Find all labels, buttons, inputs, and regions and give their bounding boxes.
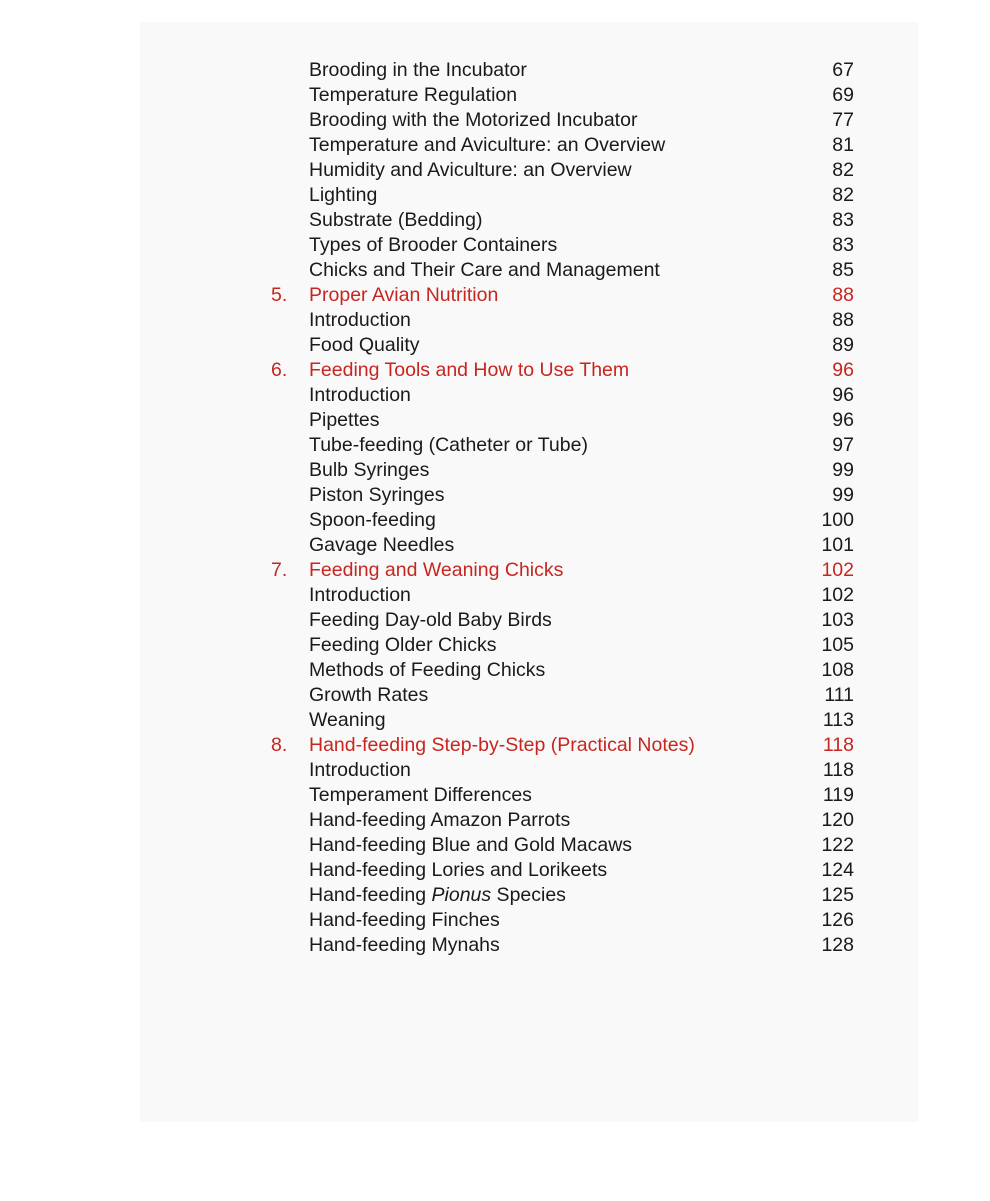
entry-page-number: 126 [821, 909, 854, 931]
entry-title: Food Quality [309, 334, 420, 356]
entry-page-number: 67 [832, 59, 854, 81]
toc-chapter-group [0, 558, 990, 733]
entry-title: Lighting [309, 184, 378, 206]
entry-title: Hand-feeding Finches [309, 909, 500, 931]
entry-title [309, 883, 566, 908]
toc-entry [0, 658, 990, 683]
entry-page-number: 88 [832, 309, 854, 331]
chapter-page-number: 102 [821, 559, 854, 581]
entry-title: Spoon-feeding [309, 509, 436, 531]
entry-title: Pipettes [309, 409, 380, 431]
toc-entry [0, 883, 990, 908]
entry-title: Types of Brooder Containers [309, 234, 558, 256]
entry-page-number: 96 [832, 409, 854, 431]
toc-entry [0, 858, 990, 883]
entry-title: Brooding in the Incubator [309, 59, 527, 81]
entry-title-part: Species [491, 884, 566, 906]
toc-entry [0, 933, 990, 958]
toc-entry [0, 83, 990, 108]
entry-title: Piston Syringes [309, 484, 445, 506]
chapter-title: Hand-feeding Step-by-Step (Practical Notes) [309, 734, 695, 756]
entry-title: Introduction [309, 584, 411, 606]
chapter-number: 7. [271, 559, 288, 581]
entry-page-number: 102 [821, 584, 854, 606]
entry-page-number: 81 [832, 134, 854, 156]
entry-title: Weaning [309, 709, 386, 731]
toc-entry [0, 183, 990, 208]
toc-entry [0, 833, 990, 858]
entry-page-number: 128 [821, 934, 854, 956]
toc-entry [0, 683, 990, 708]
chapter-page-number: 96 [832, 359, 854, 381]
entry-title: Temperature Regulation [309, 84, 518, 106]
table-of-contents [0, 58, 990, 958]
entry-page-number: 82 [832, 159, 854, 181]
entry-title: Feeding Older Chicks [309, 634, 497, 656]
entry-title: Hand-feeding Amazon Parrots [309, 809, 571, 831]
entry-title: Temperament Differences [309, 784, 532, 806]
entry-title: Introduction [309, 759, 411, 781]
toc-chapter-heading [0, 558, 990, 583]
entry-page-number: 108 [821, 659, 854, 681]
toc-entry [0, 908, 990, 933]
toc-entry [0, 408, 990, 433]
toc-chapter-heading [0, 283, 990, 308]
entry-page-number: 105 [821, 634, 854, 656]
entry-title: Hand-feeding Lories and Lorikeets [309, 859, 608, 881]
entry-title: Hand-feeding Mynahs [309, 934, 500, 956]
chapter-page-number: 118 [822, 734, 854, 756]
entry-page-number: 83 [832, 234, 854, 256]
entry-title: Bulb Syringes [309, 459, 430, 481]
toc-entry [0, 508, 990, 533]
toc-entry [0, 158, 990, 183]
toc-entry [0, 633, 990, 658]
toc-entry [0, 208, 990, 233]
toc-chapter-group [0, 358, 990, 558]
entry-title: Methods of Feeding Chicks [309, 659, 546, 681]
entry-page-number: 111 [824, 684, 854, 706]
toc-chapters [0, 283, 990, 958]
toc-chapter-heading [0, 358, 990, 383]
entry-page-number: 69 [832, 84, 854, 106]
toc-chapter-heading [0, 733, 990, 758]
entry-page-number: 82 [832, 184, 854, 206]
entry-title: Growth Rates [309, 684, 429, 706]
chapter-number: 5. [271, 284, 288, 306]
entry-page-number: 113 [822, 709, 854, 731]
toc-entry [0, 333, 990, 358]
toc-entry [0, 308, 990, 333]
chapter-title: Proper Avian Nutrition [309, 284, 499, 306]
toc-entry [0, 483, 990, 508]
toc-entry [0, 783, 990, 808]
chapter-title: Feeding Tools and How to Use Them [309, 359, 630, 381]
entry-page-number: 85 [832, 259, 854, 281]
entry-title: Introduction [309, 384, 411, 406]
entry-page-number: 125 [821, 884, 854, 906]
entry-page-number: 122 [821, 834, 854, 856]
toc-entry [0, 608, 990, 633]
entry-page-number: 103 [821, 609, 854, 631]
entry-page-number: 101 [821, 534, 854, 556]
entry-title-part: Hand-feeding [309, 884, 432, 906]
toc-entry [0, 458, 990, 483]
entry-title: Chicks and Their Care and Management [309, 259, 660, 281]
entry-page-number: 99 [832, 459, 854, 481]
chapter-number: 8. [271, 734, 288, 756]
chapter-number: 6. [271, 359, 288, 381]
toc-entry [0, 583, 990, 608]
entry-title: Tube-feeding (Catheter or Tube) [309, 434, 588, 456]
toc-entry [0, 108, 990, 133]
entry-page-number: 120 [821, 809, 854, 831]
entry-page-number: 118 [822, 759, 854, 781]
entry-page-number: 100 [821, 509, 854, 531]
toc-entry [0, 383, 990, 408]
entry-page-number: 99 [832, 484, 854, 506]
toc-entry [0, 233, 990, 258]
toc-entry [0, 258, 990, 283]
entry-title: Feeding Day-old Baby Birds [309, 609, 552, 631]
toc-entry [0, 758, 990, 783]
entry-title: Brooding with the Motorized Incubator [309, 109, 638, 131]
toc-entry [0, 708, 990, 733]
entry-page-number: 119 [822, 784, 854, 806]
entry-title: Gavage Needles [309, 534, 455, 556]
entry-page-number: 89 [832, 334, 854, 356]
toc-continuation-group [0, 58, 990, 283]
entry-title: Introduction [309, 309, 411, 331]
entry-title-part: Pionus [431, 884, 492, 906]
entry-title: Temperature and Aviculture: an Overview [309, 134, 666, 156]
entry-page-number: 97 [832, 434, 854, 456]
entry-page-number: 124 [821, 859, 854, 881]
entry-page-number: 96 [832, 384, 854, 406]
entry-page-number: 83 [832, 209, 854, 231]
chapter-title: Feeding and Weaning Chicks [309, 559, 564, 581]
toc-entry [0, 533, 990, 558]
toc-chapter-group [0, 733, 990, 958]
toc-entry [0, 58, 990, 83]
toc-entry [0, 808, 990, 833]
toc-entry [0, 133, 990, 158]
entry-title: Humidity and Aviculture: an Overview [309, 159, 632, 181]
entry-title: Substrate (Bedding) [309, 209, 483, 231]
entry-title: Hand-feeding Blue and Gold Macaws [309, 834, 633, 856]
toc-entry [0, 433, 990, 458]
toc-chapter-group [0, 283, 990, 358]
entry-page-number: 77 [832, 109, 854, 131]
chapter-page-number: 88 [832, 284, 854, 306]
